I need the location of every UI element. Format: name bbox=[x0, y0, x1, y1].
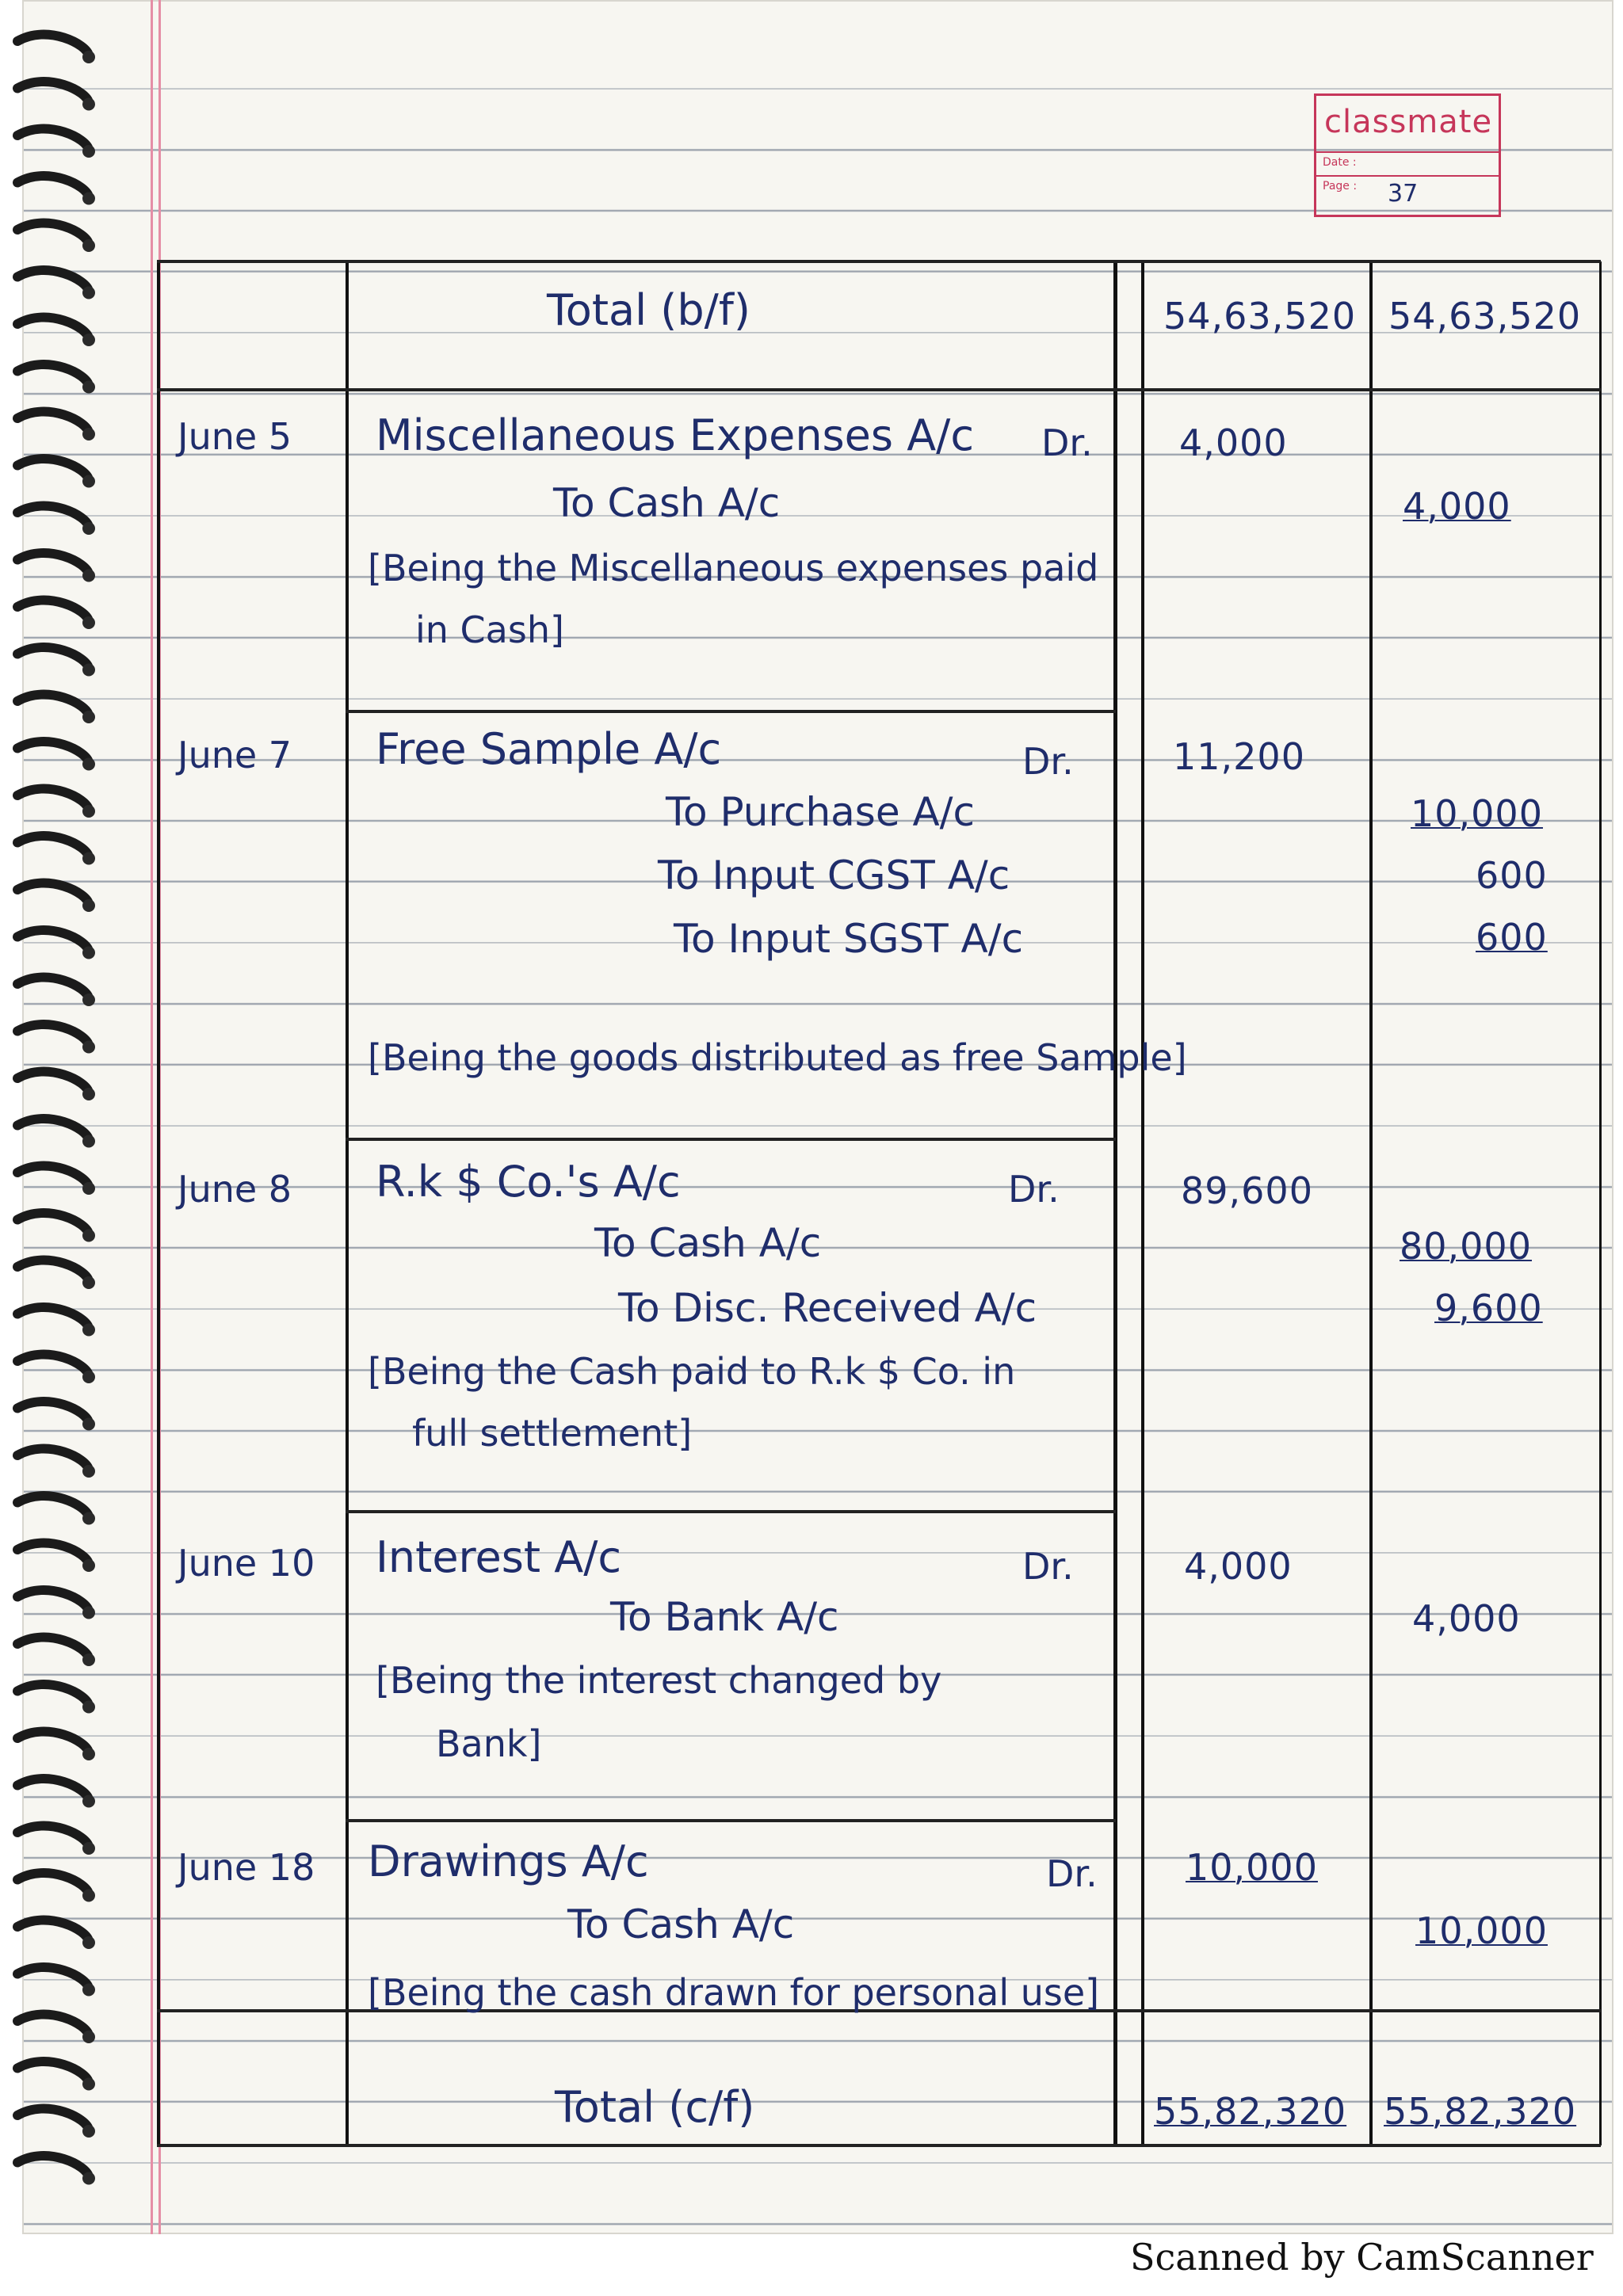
credit-amount: 9,600 bbox=[1434, 1287, 1543, 1329]
spiral-hole bbox=[82, 1041, 95, 1054]
spiral-hole bbox=[82, 1936, 95, 1949]
spiral-ring bbox=[17, 223, 89, 244]
spiral-ring bbox=[17, 600, 89, 621]
entry-separator bbox=[346, 1819, 1116, 1822]
spiral-hole bbox=[82, 334, 95, 346]
entry-date: June 10 bbox=[178, 1542, 315, 1585]
spiral-hole bbox=[82, 475, 95, 488]
debit-account: R.k $ Co.'s A/c bbox=[376, 1157, 681, 1207]
spiral-hole bbox=[82, 2031, 95, 2043]
spiral-ring bbox=[17, 1825, 89, 1847]
table-bottom-border bbox=[157, 2144, 1601, 2147]
spiral-ring bbox=[17, 317, 89, 338]
credit-amount: 4,000 bbox=[1403, 485, 1511, 528]
credit-amount: 4,000 bbox=[1412, 1597, 1521, 1640]
spiral-hole bbox=[82, 2078, 95, 2091]
spiral-ring bbox=[17, 1165, 89, 1187]
spiral-ring bbox=[17, 1920, 89, 1941]
narration-line: [Being the goods distributed as free Sample] bbox=[368, 1036, 1187, 1079]
credit-amount: 80,000 bbox=[1400, 1225, 1532, 1268]
spiral-ring bbox=[17, 836, 89, 857]
particulars-column-divider bbox=[1113, 261, 1117, 2145]
spiral-ring bbox=[17, 553, 89, 574]
entry-date: June 8 bbox=[178, 1168, 292, 1211]
entry-date: June 5 bbox=[178, 415, 292, 458]
spiral-ring bbox=[17, 2061, 89, 2083]
spiral-hole bbox=[82, 1371, 95, 1383]
entry-separator bbox=[346, 1138, 1116, 1141]
spiral-ring bbox=[17, 1684, 89, 1706]
entry-separator bbox=[157, 388, 1601, 391]
spiral-ring bbox=[17, 1448, 89, 1470]
spiral-ring bbox=[17, 1119, 89, 1140]
spiral-ring bbox=[17, 883, 89, 904]
closing-credit: 55,82,320 bbox=[1384, 2090, 1577, 2133]
debit-amount: 89,600 bbox=[1181, 1169, 1313, 1212]
spiral-ring bbox=[17, 1071, 89, 1093]
spiral-hole bbox=[82, 570, 95, 582]
table-left-border bbox=[157, 260, 160, 2145]
credit-account: To Disc. Received A/c bbox=[618, 1285, 1037, 1331]
spiral-ring bbox=[17, 1354, 89, 1375]
dr-marker: Dr. bbox=[1008, 1168, 1060, 1211]
credit-account: To Purchase A/c bbox=[666, 789, 976, 835]
brand-name: classmate bbox=[1324, 104, 1493, 140]
credit-amount: 600 bbox=[1476, 854, 1548, 897]
spiral-ring bbox=[17, 34, 89, 55]
date-column-divider bbox=[346, 261, 349, 2145]
spiral-ring bbox=[17, 82, 89, 103]
notebook-page bbox=[22, 0, 1613, 2234]
debit-account: Miscellaneous Expenses A/c bbox=[376, 410, 975, 460]
narration-line: [Being the Miscellaneous expenses paid bbox=[368, 547, 1099, 589]
scanner-watermark: Scanned by CamScanner bbox=[1130, 2236, 1594, 2279]
spiral-ring bbox=[17, 2156, 89, 2177]
entry-separator bbox=[346, 1510, 1116, 1513]
spiral-hole bbox=[82, 2172, 95, 2185]
credit-amount: 10,000 bbox=[1415, 1909, 1548, 1952]
spiral-hole bbox=[82, 1512, 95, 1525]
spiral-hole bbox=[82, 522, 95, 535]
date-label: Date : bbox=[1323, 156, 1357, 169]
spiral-ring bbox=[17, 694, 89, 715]
spiral-hole bbox=[82, 381, 95, 394]
spiral-hole bbox=[82, 1984, 95, 1997]
spiral-hole bbox=[82, 239, 95, 252]
entry-date: June 7 bbox=[178, 734, 292, 776]
credit-amount: 10,000 bbox=[1411, 792, 1543, 835]
spiral-hole bbox=[82, 2125, 95, 2138]
spiral-ring bbox=[17, 1637, 89, 1658]
credit-account: To Input SGST A/c bbox=[674, 916, 1024, 962]
spiral-ring bbox=[17, 505, 89, 527]
spiral-hole bbox=[82, 711, 95, 723]
dr-marker: Dr. bbox=[1022, 1545, 1074, 1588]
debit-amount: 4,000 bbox=[1179, 421, 1288, 464]
spiral-ring bbox=[17, 1213, 89, 1234]
dr-marker: Dr. bbox=[1046, 1852, 1098, 1895]
spiral-hole bbox=[82, 1324, 95, 1337]
credit-account: To Cash A/c bbox=[594, 1220, 822, 1266]
spiral-ring bbox=[17, 176, 89, 197]
spiral-ring bbox=[17, 1024, 89, 1046]
spiral-hole bbox=[82, 1795, 95, 1808]
opening-credit: 54,63,520 bbox=[1388, 295, 1582, 338]
spiral-ring bbox=[17, 1967, 89, 1989]
spiral-hole bbox=[82, 1748, 95, 1760]
narration-line: full settlement] bbox=[412, 1412, 693, 1455]
spiral-hole bbox=[82, 428, 95, 441]
opening-label: Total (b/f) bbox=[547, 285, 750, 335]
spiral-hole bbox=[82, 1842, 95, 1855]
spiral-ring bbox=[17, 788, 89, 810]
debit-amount: 4,000 bbox=[1184, 1545, 1293, 1588]
dr-marker: Dr. bbox=[1041, 421, 1093, 464]
spiral-hole bbox=[82, 1135, 95, 1148]
spiral-ring bbox=[17, 411, 89, 433]
page-number: 37 bbox=[1388, 180, 1419, 208]
spiral-hole bbox=[82, 1653, 95, 1666]
spiral-ring bbox=[17, 459, 89, 480]
classmate-stamp bbox=[1314, 93, 1501, 217]
spiral-hole bbox=[82, 852, 95, 865]
spiral-ring bbox=[17, 1731, 89, 1753]
spiral-hole bbox=[82, 51, 95, 63]
debit-account: Interest A/c bbox=[376, 1532, 622, 1582]
spiral-hole bbox=[82, 805, 95, 818]
spiral-ring bbox=[17, 2014, 89, 2035]
dr-marker: Dr. bbox=[1022, 740, 1074, 783]
spiral-ring bbox=[17, 128, 89, 150]
spiral-ring bbox=[17, 977, 89, 998]
spiral-hole bbox=[82, 1418, 95, 1431]
opening-debit: 54,63,520 bbox=[1163, 295, 1357, 338]
narration-line: Bank] bbox=[436, 1722, 542, 1765]
spiral-ring bbox=[17, 742, 89, 763]
spiral-ring bbox=[17, 1307, 89, 1329]
entry-date: June 18 bbox=[178, 1846, 315, 1889]
lf-column-divider bbox=[1141, 261, 1144, 2145]
spiral-hole bbox=[82, 1088, 95, 1100]
margin-line bbox=[151, 0, 153, 2234]
spiral-hole bbox=[82, 616, 95, 629]
spiral-hole bbox=[82, 994, 95, 1006]
spiral-binding bbox=[0, 0, 111, 2234]
narration-line: in Cash] bbox=[415, 608, 564, 651]
credit-amount: 600 bbox=[1476, 916, 1548, 959]
spiral-ring bbox=[17, 1873, 89, 1894]
spiral-hole bbox=[82, 287, 95, 299]
spiral-ring bbox=[17, 1260, 89, 1281]
spiral-hole bbox=[82, 1230, 95, 1242]
narration-line: [Being the Cash paid to R.k $ Co. in bbox=[368, 1350, 1016, 1393]
spiral-hole bbox=[82, 1559, 95, 1572]
debit-column-divider bbox=[1369, 261, 1373, 2145]
spiral-hole bbox=[82, 193, 95, 205]
table-right-border bbox=[1599, 261, 1602, 2145]
narration-line: [Being the cash drawn for personal use] bbox=[368, 1971, 1100, 2014]
page-label: Page : bbox=[1323, 180, 1358, 193]
spiral-ring bbox=[17, 1590, 89, 1611]
spiral-hole bbox=[82, 947, 95, 959]
spiral-ring bbox=[17, 270, 89, 292]
credit-account: To Input CGST A/c bbox=[658, 852, 1010, 898]
spiral-hole bbox=[82, 145, 95, 158]
spiral-ring bbox=[17, 1402, 89, 1423]
spiral-hole bbox=[82, 664, 95, 677]
table-top-border bbox=[157, 260, 1601, 263]
credit-account: To Bank A/c bbox=[610, 1594, 839, 1640]
spiral-ring bbox=[17, 1496, 89, 1517]
debit-amount: 10,000 bbox=[1186, 1846, 1318, 1889]
spiral-hole bbox=[82, 1182, 95, 1195]
spiral-hole bbox=[82, 899, 95, 912]
spiral-ring bbox=[17, 364, 89, 386]
spiral-hole bbox=[82, 1890, 95, 1902]
spiral-hole bbox=[82, 1276, 95, 1289]
spiral-hole bbox=[82, 1607, 95, 1619]
spiral-ring bbox=[17, 1543, 89, 1564]
debit-account: Free Sample A/c bbox=[376, 724, 722, 774]
debit-amount: 11,200 bbox=[1173, 735, 1305, 778]
credit-account: To Cash A/c bbox=[567, 1901, 795, 1947]
debit-account: Drawings A/c bbox=[368, 1836, 649, 1886]
credit-account: To Cash A/c bbox=[553, 480, 781, 526]
spiral-hole bbox=[82, 1701, 95, 1714]
spiral-ring bbox=[17, 647, 89, 669]
spiral-ring bbox=[17, 1779, 89, 1800]
entry-separator bbox=[346, 710, 1116, 713]
closing-label: Total (c/f) bbox=[555, 2082, 755, 2132]
narration-line: [Being the interest changed by bbox=[376, 1659, 942, 1702]
spiral-hole bbox=[82, 1465, 95, 1478]
spiral-ring bbox=[17, 930, 89, 952]
spiral-hole bbox=[82, 758, 95, 771]
spiral-hole bbox=[82, 98, 95, 111]
spiral-ring bbox=[17, 2108, 89, 2130]
closing-debit: 55,82,320 bbox=[1154, 2090, 1347, 2133]
